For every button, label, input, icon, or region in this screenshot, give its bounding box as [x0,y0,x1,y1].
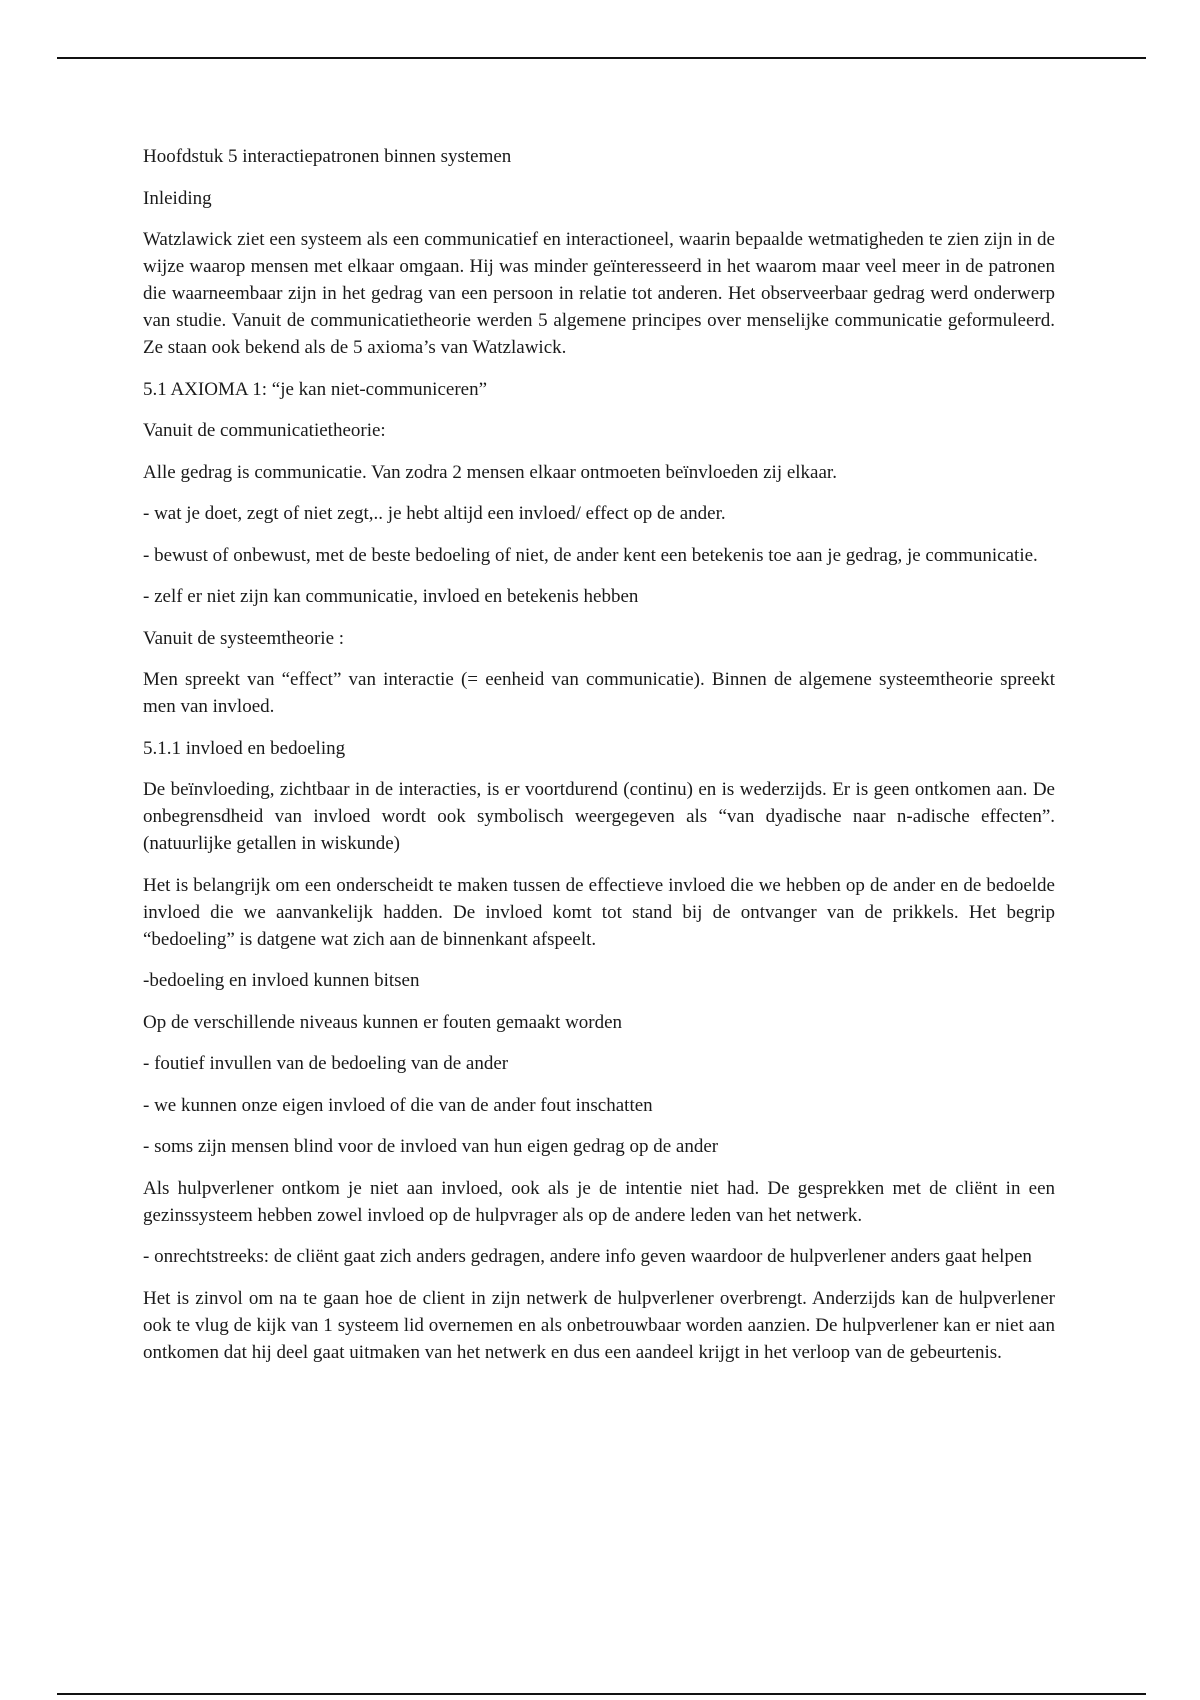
document-body [143,143,1055,1380]
error-item: - we kunnen onze eigen invloed of die van de ander fout inschatten [143,1094,653,1116]
influence-paragraph: De beïnvloeding, zichtbaar in de interacties, is er voortdurend (continu) en is wederzijds. Er is geen ontkomen aan. De onbegrensdheid van invloed wordt ook symbolisch weergegeven als “van dyadische naar n-adische effecten”. (natuurlijke getallen in wiskunde) [143,779,1055,854]
indirect-paragraph: - onrechtstreeks: de cliënt gaat zich anders gedragen, andere info geven waardoor de hulpverlener anders gaat helpen [143,1246,1032,1267]
section-5-1-heading: 5.1 AXIOMA 1: “je kan niet-communiceren” [143,378,488,400]
bottom-rule [57,1693,1146,1695]
bits-line: -bedoeling en invloed kunnen bitsen [143,970,420,991]
bullet-item: - zelf er niet zijn kan communicatie, invloed en betekenis hebben [143,586,639,607]
final-paragraph: Het is zinvol om na te gaan hoe de client in zijn netwerk de hulpverlener overbrengt. Anderzijds kan de hulpverlener ook te vlug de kijk van 1 systeem lid overnemen en als onbetrouwbaar worden aanzien. De hulpverlener kan er niet aan ontkomen dat hij deel gaat uitmaken van het netwerk en dus een aandeel krijgt in het verloop van de gebeurtenis. [143,1287,1055,1363]
bullet-item: - bewust of onbewust, met de beste bedoeling of niet, de ander kent een betekenis toe aan je gedrag, je communicatie. [143,544,1038,566]
intro-paragraph: Watzlawick ziet een systeem als een communicatief en interactioneel, waarin bepaalde wetmatigheden te zien zijn in de wijze waarop mensen met elkaar omgaan. Hij was minder geïnteresseerd in het waarom maar veel meer in de patronen die waarneembaar zijn in het gedrag van een persoon in relatie tot anderen. Het observeerbaar gedrag werd onderwerp van studie. Vanuit de communicatietheorie werden 5 algemene principes over menselijke communicatie geformuleerd. Ze staan ook bekend als de 5 axioma’s van Watzlawick. [143,229,1055,358]
helper-paragraph: Als hulpverlener ontkom je niet aan invloed, ook als je de intentie niet had. De gesprekken met de cliënt in een gezinssysteem hebben zowel invloed op de hulpvrager als op de andere leden van het netwerk. [143,1177,1055,1226]
section-5-1-1-heading: 5.1.1 invloed en bedoeling [143,737,346,759]
levels-line: Op de verschillende niveaus kunnen er fouten gemaakt worden [143,1011,623,1033]
error-item: - foutief invullen van de bedoeling van de ander [143,1053,509,1074]
intro-heading: Inleiding [143,187,212,209]
bullet-item: - wat je doet, zegt of niet zegt,.. je hebt altijd een invloed/ effect op de ander. [143,503,726,524]
distinction-paragraph: Het is belangrijk om een onderscheidt te maken tussen de effectieve invloed die we hebben op de ander en de bedoelde invloed die we aanvankelijk hadden. De invloed komt tot stand bij de ontvanger van de prikkels. Het begrip “bedoeling” is datgene wat zich aan de binnenkant afspeelt. [143,874,1055,950]
comm-theory-heading: Vanuit de communicatietheorie: [143,420,386,441]
top-rule [57,57,1146,59]
comm-theory-text: Alle gedrag is communicatie. Van zodra 2 mensen elkaar ontmoeten beïnvloeden zij elkaar. [143,461,837,483]
chapter-title: Hoofdstuk 5 interactiepatronen binnen systemen [143,146,512,167]
system-theory-text: Men spreekt van “effect” van interactie (= eenheid van communicatie). Binnen de algemene systeemtheorie spreekt men van invloed. [143,669,1055,717]
error-item: - soms zijn mensen blind voor de invloed van hun eigen gedrag op de ander [143,1136,719,1157]
system-theory-heading: Vanuit de systeemtheorie : [143,627,345,649]
